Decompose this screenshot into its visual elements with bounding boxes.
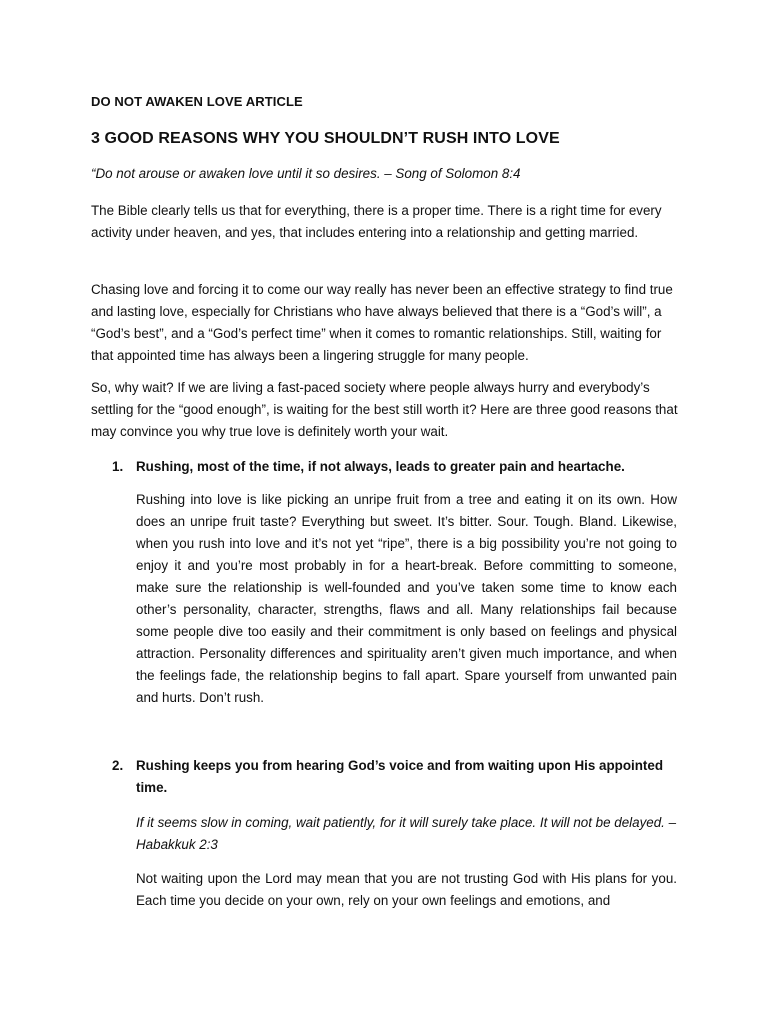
article-title: 3 GOOD REASONS WHY YOU SHOULDN’T RUSH INTO LOVE [91, 130, 560, 147]
intro-paragraph: The Bible clearly tells us that for everything, there is a proper time. There is a right time for every activity under heaven, and yes, that includes entering into a relationship and getting married. [91, 203, 662, 240]
list-number: 1. [112, 459, 124, 474]
article-label: DO NOT AWAKEN LOVE ARTICLE [91, 94, 303, 109]
reason-heading-text: Rushing, most of the time, if not always, leads to greater pain and heartache. [136, 459, 625, 474]
reason-heading-text: Rushing keeps you from hearing God’s voice and from waiting upon His appointed time. [136, 758, 663, 795]
reason-body-1: Rushing into love is like picking an unripe fruit from a tree and eating it on its own. How does an unripe fruit taste? Everything but sweet. It’s bitter. Sour. Tough. Bland. Likewise, when you rush into love and it’s not yet “ripe”, there is a big possibility you’re not going to enjoy it and you’re most probably in for a heart-break. Before committing to someone, make sure the relationship is well-founded and you’ve taken some time to know each other’s personality, character, strengths, flaws and all. Many relationships fail because some people dive too easily and their commitment is only based on feelings and physical attraction. Personality differences and spirituality aren’t given much importance, and when the feelings fade, the relationship begins to fall apart. Spare yourself from unwanted pain and hurts. Don’t rush. [136, 492, 677, 705]
body-paragraph: Chasing love and forcing it to come our way really has never been an effective strategy to find true and lasting love, especially for Christians who have always believed that there is a “God’s will”, a “God’s best”, and a “God’s perfect time” when it comes to romantic relationships. Still, waiting for that appointed time has always been a lingering struggle for many people. [91, 282, 673, 363]
reason-quote-2: If it seems slow in coming, wait patiently, for it will surely take place. It will not be delayed. – Habakkuk 2:3 [136, 815, 677, 852]
list-number: 2. [112, 758, 124, 773]
body-paragraph: So, why wait? If we are living a fast-paced society where people always hurry and everybody’s settling for the “good enough”, is waiting for the best still worth it? Here are three good reasons that may convince you why true love is definitely worth your wait. [91, 380, 678, 439]
reason-body-2: Not waiting upon the Lord may mean that you are not trusting God with His plans for you. Each time you decide on your own, rely on your own feelings and emotions, and [136, 871, 677, 908]
epigraph-quote: “Do not arouse or awaken love until it so desires. – Song of Solomon 8:4 [91, 166, 521, 181]
